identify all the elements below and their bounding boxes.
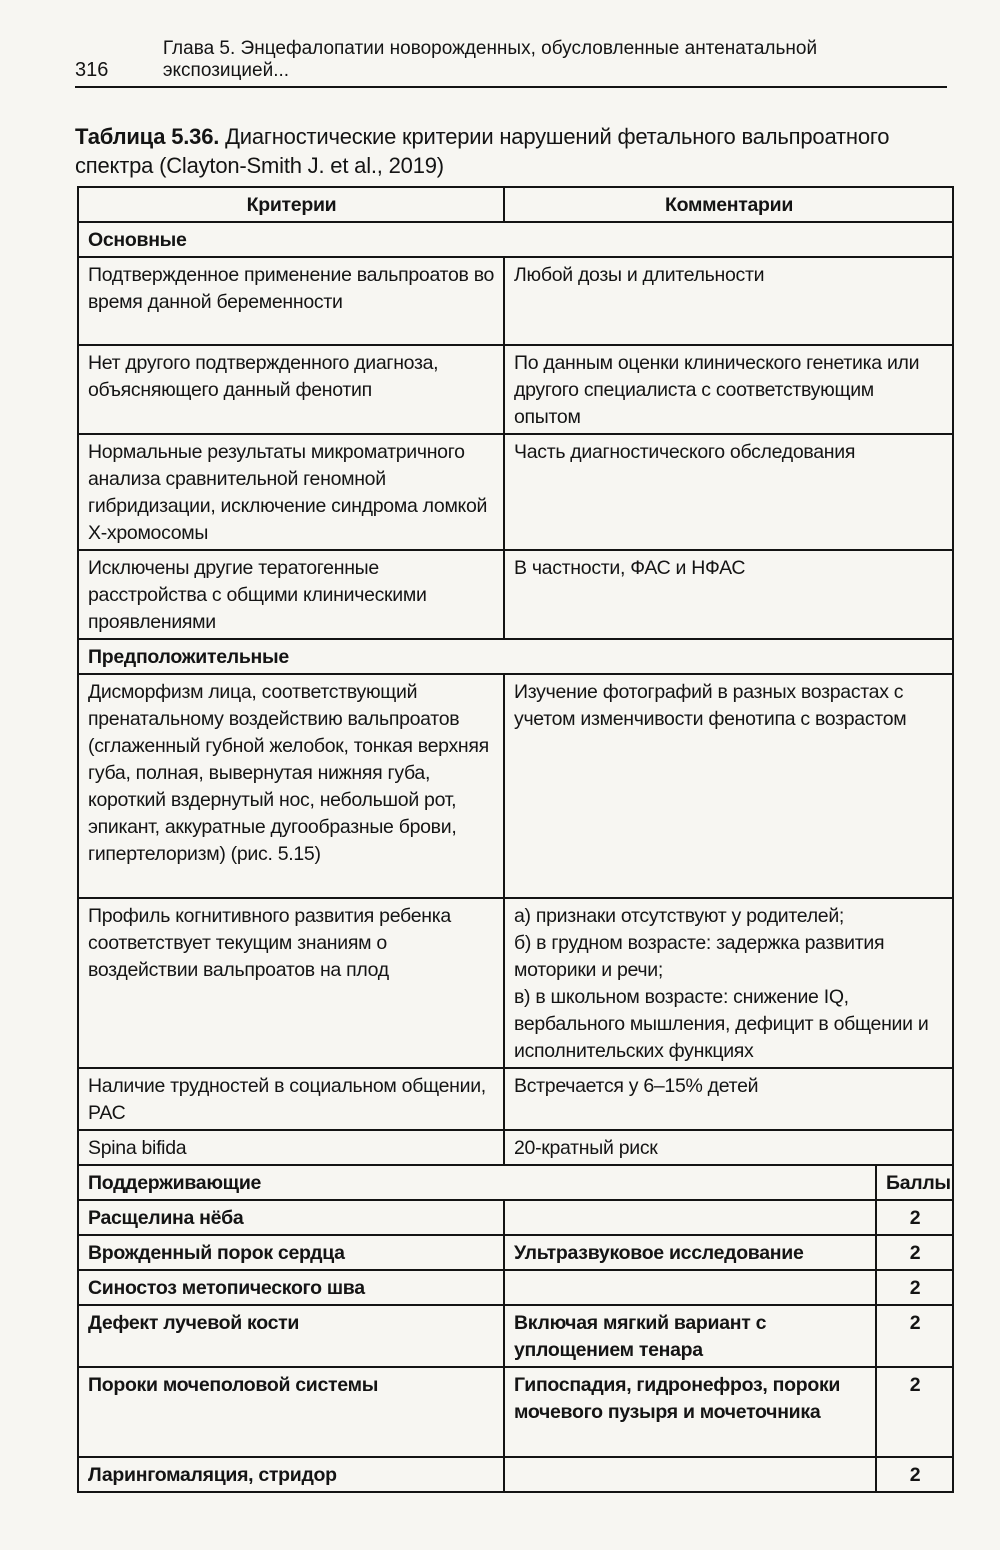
comment-cell: [504, 1270, 876, 1305]
criterion-cell: Профиль когнитивного развития ребенка соответствует текущим знаниям о воздействии вальпроатов на плод: [78, 898, 504, 1068]
running-title: Глава 5. Энцефалопатии новорожденных, обусловленные антенатальной экспозицией...: [162, 38, 818, 81]
header-criteria: Критерии: [78, 187, 504, 222]
table-row: [78, 898, 953, 1068]
criterion-cell: Ларингомаляция, стридор: [78, 1457, 504, 1492]
comment-cell: Включая мягкий вариант с уплощением тенара: [504, 1305, 876, 1367]
points-cell: 2: [876, 1200, 953, 1235]
table-row: [78, 674, 953, 898]
section-row-suggestive: [78, 639, 953, 674]
table-row: [78, 1200, 953, 1235]
points-header: Баллы: [876, 1165, 953, 1200]
points-cell: 2: [876, 1270, 953, 1305]
points-cell: 2: [876, 1367, 953, 1457]
criterion-cell: Расщелина нёба: [78, 1200, 504, 1235]
table-row: [78, 1457, 953, 1492]
comment-cell: Ультразвуковое исследование: [504, 1235, 876, 1270]
section-row-main: [78, 222, 953, 257]
section-main: Основные: [78, 222, 953, 257]
criterion-cell: Нет другого подтвержденного диагноза, объясняющего данный фенотип: [78, 345, 504, 434]
criterion-cell: Дефект лучевой кости: [78, 1305, 504, 1367]
criterion-cell: Врожденный порок сердца: [78, 1235, 504, 1270]
comment-cell: [504, 1200, 876, 1235]
points-cell: 2: [876, 1305, 953, 1367]
comment-cell: Любой дозы и длительности: [504, 257, 953, 345]
comment-cell: В частности, ФАС и НФАС: [504, 550, 953, 639]
criterion-cell: Синостоз метопического шва: [78, 1270, 504, 1305]
criterion-cell: Наличие трудностей в социальном общении, РАС: [78, 1068, 504, 1130]
table-row: [78, 550, 953, 639]
table-caption: [75, 122, 947, 180]
criterion-cell: Нормальные результаты микроматричного анализа сравнительной геномной гибридизации, исключение синдрома ломкой Х-хромосомы: [78, 434, 504, 550]
section-row-supportive: [78, 1165, 953, 1200]
comment-line: а) признаки отсутствуют у родителей;: [514, 905, 845, 927]
comment-cell: 20-кратный риск: [504, 1130, 953, 1165]
criterion-cell: Дисморфизм лица, соответствующий пренатальному воздействию вальпроатов (сглаженный губной желобок, тонкая верхняя губа, полная, вывернутая нижняя губа, короткий вздернутый нос, небольшой рот, эпикант, аккуратные дугообразные брови, гипертелоризм) (рис. 5.15): [78, 674, 504, 898]
table-row: [78, 1235, 953, 1270]
comment-cell: Часть диагностического обследования: [504, 434, 953, 550]
comment-line: б) в грудном возрасте: задержка развития моторики и речи;: [514, 932, 885, 981]
comment-cell: По данным оценки клинического генетика или другого специалиста с соответствующим опытом: [504, 345, 953, 434]
comment-cell: Гипоспадия, гидронефроз, пороки мочевого пузыря и мочеточника: [504, 1367, 876, 1457]
page-number: 316: [75, 59, 109, 81]
table-header-row: [78, 187, 953, 222]
table-row: [78, 257, 953, 345]
table-label: Таблица 5.36.: [75, 124, 220, 149]
table-row: [78, 1068, 953, 1130]
table-title: Диагностические критерии нарушений фетального вальпроатного спектра (Clayton-Smith J. et al., 2019): [75, 124, 890, 178]
comment-cell: Изучение фотографий в разных возрастах с учетом изменчивости фенотипа с возрастом: [504, 674, 953, 898]
header-comments: Комментарии: [504, 187, 953, 222]
criterion-cell: Пороки мочеполовой системы: [78, 1367, 504, 1457]
criterion-cell: Spina bifida: [78, 1130, 504, 1165]
section-suggestive: Предположительные: [78, 639, 953, 674]
table-row: [78, 1270, 953, 1305]
table-row: [78, 1367, 953, 1457]
table-row: [78, 434, 953, 550]
table-row: [78, 345, 953, 434]
points-cell: 2: [876, 1457, 953, 1492]
section-supportive: Поддерживающие: [78, 1165, 876, 1200]
comment-cell: Встречается у 6–15% детей: [504, 1068, 953, 1130]
criterion-cell: Исключены другие тератогенные расстройства с общими клиническими проявлениями: [78, 550, 504, 639]
criteria-table: [77, 186, 954, 1493]
comment-cell: [504, 898, 953, 1068]
running-header: [75, 38, 947, 88]
points-cell: 2: [876, 1235, 953, 1270]
table-row: [78, 1305, 953, 1367]
comment-cell: [504, 1457, 876, 1492]
table-row: [78, 1130, 953, 1165]
criterion-cell: Подтвержденное применение вальпроатов во время данной беременности: [78, 257, 504, 345]
comment-line: в) в школьном возрасте: снижение IQ, вербального мышления, дефицит в общении и исполнительских функциях: [514, 986, 929, 1062]
